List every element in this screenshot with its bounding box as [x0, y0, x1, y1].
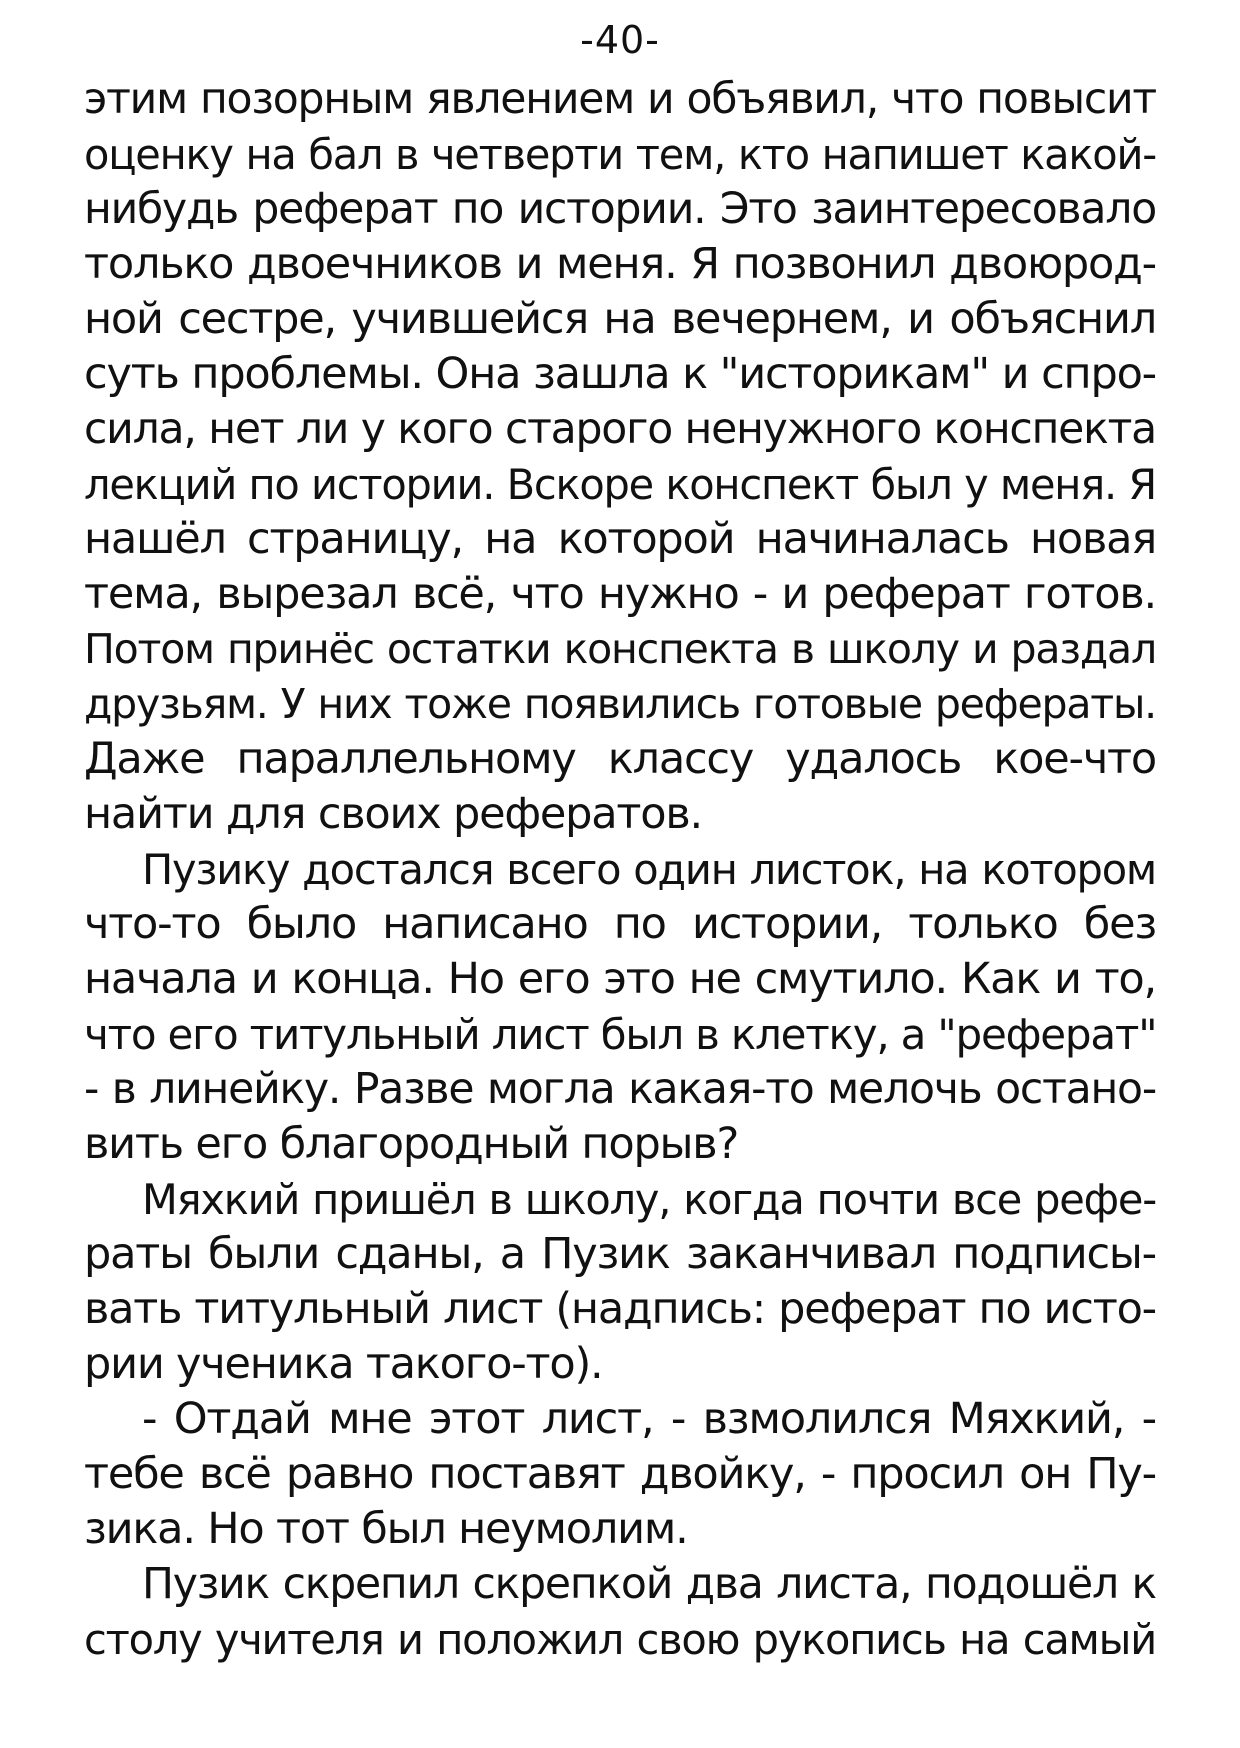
text-line: тема, вырезал всё, что нужно - и реферат готов. — [84, 569, 1156, 619]
text-line: зика. Но тот был неумолим. — [84, 1504, 688, 1554]
text-line: - Отдай мне этот лист, - взмолился Мяхкий, - — [142, 1394, 1156, 1444]
text-line: Потом принёс остатки конспекта в школу и раздал — [84, 625, 1156, 673]
text-line: найти для своих рефератов. — [84, 789, 702, 839]
text-line: что его титульный лист был в клетку, а "реферат" — [84, 1010, 1156, 1059]
paragraph — [84, 1392, 1156, 1557]
paragraph — [84, 1172, 1156, 1392]
paragraph — [84, 72, 1156, 842]
text-line: рии ученика такого-то). — [84, 1339, 603, 1389]
text-line: только двоечников и меня. Я позвонил двоюрод- — [84, 239, 1156, 289]
text-line: вить его благородный порыв? — [84, 1119, 739, 1169]
text-line: что-то было написано по истории, только без — [84, 899, 1156, 949]
page-number: -40- — [580, 18, 660, 62]
text-line: лекций по истории. Вскоре конспект был у меня. Я — [84, 460, 1156, 509]
text-line: тебе всё равно поставят двойку, - просил он Пу- — [84, 1449, 1156, 1499]
paragraph — [84, 1557, 1156, 1667]
text-line: этим позорным явлением и объявил, что повысит — [84, 75, 1156, 124]
text-line: Мяхкий пришёл в школу, когда почти все рефе- — [142, 1175, 1156, 1224]
text-line: нибудь реферат по истории. Это заинтересовало — [84, 185, 1156, 234]
text-line: - в линейку. Разве могла какая-то мелочь остано- — [84, 1065, 1156, 1114]
text-line: сила, нет ли у кого старого ненужного конспекта — [84, 405, 1156, 454]
text-line: Пузику достался всего один листок, на котором — [142, 845, 1156, 894]
text-line: начала и конца. Но его это не смутило. Как и то, — [84, 954, 1156, 1004]
paragraph — [84, 842, 1156, 1172]
text-line: суть проблемы. Она зашла к "историкам" и спро- — [84, 349, 1156, 399]
text-line: раты были сданы, а Пузик заканчивал подписы- — [84, 1229, 1156, 1279]
text-line: нашёл страницу, на которой начиналась новая — [84, 514, 1156, 564]
text-line: оценку на бал в четверти тем, кто напишет какой- — [84, 130, 1156, 179]
text-line: друзьям. У них тоже появились готовые рефераты. — [84, 680, 1156, 728]
text-line: Пузик скрепил скрепкой два листа, подошёл к — [142, 1560, 1156, 1609]
text-line: Даже параллельному классу удалось кое-что — [84, 734, 1156, 784]
text-body — [84, 72, 1156, 1667]
document-page — [84, 10, 1156, 1667]
text-line: вать титульный лист (надпись: реферат по исто- — [84, 1284, 1156, 1334]
text-line: столу учителя и положил свою рукопись на самый — [84, 1615, 1156, 1664]
text-line: ной сестре, учившейся на вечернем, и объяснил — [84, 294, 1156, 344]
